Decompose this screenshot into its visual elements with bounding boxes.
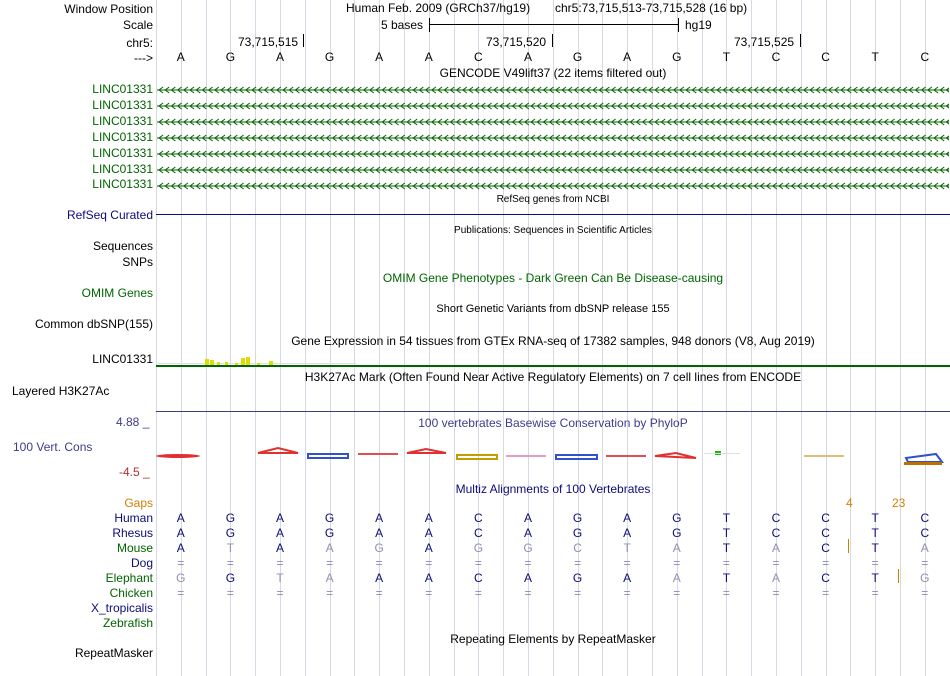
phylop-track-title: 100 vertebrates Basewise Conservation by PhyloP: [418, 416, 688, 430]
alignment-base: G: [324, 511, 335, 525]
tick-label: 73,715,525: [734, 35, 795, 49]
h3k27ac-track-label[interactable]: Layered H3K27Ac: [12, 384, 110, 398]
position-readout[interactable]: chr5:73,715,513-73,715,528 (16 bp): [555, 1, 748, 15]
alignment-base: A: [176, 526, 185, 540]
alignment-base: =: [673, 556, 681, 570]
alignment-base: G: [672, 511, 682, 525]
alignment-base: A: [523, 571, 532, 585]
species-label-dog[interactable]: Dog: [130, 556, 153, 570]
alignment-base: =: [425, 556, 433, 570]
alignment-base: T: [226, 541, 235, 555]
alignment-base: G: [324, 526, 335, 540]
alignment-base: =: [722, 556, 730, 570]
gtex-track-title: Gene Expression in 54 tissues from GTEx RNA-seq of 17382 samples, 948 donors (V8, Aug 2019): [291, 334, 815, 348]
gtex-expression-bars[interactable]: [156, 357, 356, 365]
reference-base: T: [722, 50, 731, 64]
alignment-base: A: [523, 511, 532, 525]
gencode-item-label[interactable]: LINC01331: [92, 114, 153, 128]
omim-track-title: OMIM Gene Phenotypes - Dark Green Can Be Disease-causing: [382, 271, 724, 285]
reference-base: A: [523, 50, 532, 64]
gencode-gene-model[interactable]: [157, 180, 949, 190]
alignment-base: C: [474, 526, 483, 540]
scale-text: 5 bases: [381, 18, 424, 32]
reference-base: A: [623, 50, 632, 64]
alignment-base: G: [374, 541, 384, 555]
alignment-base: G: [572, 511, 583, 525]
publications-label-sequences[interactable]: Sequences: [92, 239, 153, 253]
alignment-base: A: [672, 571, 681, 585]
tick-label: 73,715,515: [238, 35, 299, 49]
alignment-base: G: [523, 541, 533, 555]
alignment-base: G: [225, 526, 236, 540]
repeatmasker-track-title: Repeating Elements by RepeatMasker: [450, 632, 656, 646]
alignment-base: =: [772, 586, 780, 600]
alignment-base: C: [821, 571, 830, 585]
alignment-base: C: [771, 511, 781, 525]
alignment-base: A: [375, 526, 384, 540]
gaps-label[interactable]: Gaps: [124, 496, 153, 510]
scale-bar: [429, 18, 679, 32]
alignment-base: T: [871, 526, 879, 540]
alignment-base: T: [871, 511, 879, 525]
alignment-base: A: [623, 511, 632, 525]
alignment-base: A: [375, 511, 384, 525]
phylop-min: -4.5 _: [119, 465, 150, 479]
tick-mark: [303, 34, 304, 47]
repeatmasker-track-label[interactable]: RepeatMasker: [74, 646, 153, 660]
reference-base: G: [672, 50, 682, 64]
alignment-base: A: [325, 571, 334, 585]
alignment-base: C: [474, 571, 483, 585]
alignment-base: A: [424, 571, 433, 585]
gap-count: 23: [892, 496, 906, 510]
publications-label-snps[interactable]: SNPs: [122, 255, 153, 269]
alignment-base: =: [623, 556, 631, 570]
alignment-base: T: [722, 541, 731, 555]
alignment-base: =: [425, 586, 433, 600]
alignment-base: A: [623, 526, 632, 540]
gencode-item-label[interactable]: LINC01331: [92, 162, 153, 176]
alignment-base: =: [871, 556, 879, 570]
reference-base: C: [771, 50, 781, 64]
tick-mark: [552, 34, 553, 47]
alignment-base: =: [177, 586, 185, 600]
alignment-base: =: [574, 556, 582, 570]
alignment-base: =: [326, 556, 334, 570]
reference-base: G: [324, 50, 335, 64]
reference-base: C: [821, 50, 830, 64]
alignment-base: =: [673, 586, 681, 600]
species-label-zebrafish[interactable]: Zebrafish: [102, 616, 153, 630]
gencode-gene-model[interactable]: [157, 148, 949, 158]
alignment-base: A: [176, 541, 185, 555]
alignment-base: A: [424, 526, 433, 540]
phylop-logo[interactable]: [156, 440, 950, 470]
refseq-gene-line[interactable]: [156, 214, 950, 215]
alignment-base: =: [623, 586, 631, 600]
alignment-base: =: [524, 556, 532, 570]
reference-base: G: [225, 50, 236, 64]
alignment-base: G: [572, 571, 583, 585]
alignment-base: =: [474, 556, 482, 570]
alignment-base: =: [722, 586, 730, 600]
alignment-base: =: [375, 586, 383, 600]
alignment-base: =: [326, 586, 334, 600]
gencode-item-label[interactable]: LINC01331: [92, 98, 153, 112]
alignment-base: A: [523, 526, 532, 540]
dbsnp-track-label[interactable]: Common dbSNP(155): [34, 317, 153, 331]
alignment-base: G: [473, 541, 484, 555]
alignment-base: A: [325, 541, 334, 555]
species-label-x-tropicalis[interactable]: X_tropicalis: [90, 601, 153, 615]
phylop-track-label[interactable]: 100 Vert. Cons: [13, 440, 93, 454]
species-label-mouse[interactable]: Mouse: [116, 541, 153, 555]
reference-base: A: [375, 50, 384, 64]
alignment-base: G: [572, 526, 583, 540]
alignment-base: =: [574, 586, 582, 600]
alignment-base: A: [375, 571, 384, 585]
gencode-gene-model[interactable]: [157, 100, 949, 110]
alignment-base: =: [375, 556, 383, 570]
alignment-base: =: [226, 586, 234, 600]
multiz-track-title: Multiz Alignments of 100 Vertebrates: [455, 482, 651, 496]
chrom-label: chr5:: [126, 36, 153, 50]
publications-track-title: Publications: Sequences in Scientific Articles: [454, 225, 652, 236]
alignment-base: A: [424, 541, 433, 555]
species-label-elephant[interactable]: Elephant: [105, 571, 153, 585]
omim-track-label[interactable]: OMIM Genes: [81, 286, 153, 300]
alignment-base: C: [573, 541, 582, 555]
gencode-item-label[interactable]: LINC01331: [92, 146, 153, 160]
alignment-base: C: [474, 511, 483, 525]
h3k27ac-track-title: H3K27Ac Mark (Often Found Near Active Regulatory Elements) on 7 cell lines from ENCODE: [304, 370, 802, 384]
strand-arrow-label: --->: [134, 51, 153, 65]
reference-base: T: [871, 50, 879, 64]
alignment-base: T: [871, 541, 879, 555]
species-label-human[interactable]: Human: [114, 511, 153, 525]
gencode-item-label[interactable]: LINC01331: [92, 130, 153, 144]
alignment-base: A: [771, 541, 780, 555]
species-label-chicken[interactable]: Chicken: [109, 586, 153, 600]
alignment-base: T: [722, 511, 731, 525]
gtex-gene-label[interactable]: LINC01331: [92, 352, 153, 366]
alignment-base: G: [672, 526, 682, 540]
alignment-base: =: [921, 586, 929, 600]
gencode-track-title: GENCODE V49lift37 (22 items filtered out): [439, 66, 667, 80]
alignment-base: A: [920, 541, 929, 555]
gtex-gene-model: [156, 365, 950, 367]
alignment-base: C: [771, 526, 781, 540]
species-label-rhesus[interactable]: Rhesus: [112, 526, 153, 540]
alignment-base: T: [722, 526, 731, 540]
tick-mark: [800, 34, 801, 47]
db-name: hg19: [685, 18, 712, 32]
alignment-base: =: [822, 556, 830, 570]
alignment-base: A: [424, 511, 433, 525]
reference-base: A: [275, 50, 284, 64]
alignment-base: G: [176, 571, 186, 585]
gap-mark: [848, 539, 849, 553]
alignment-base: =: [772, 556, 780, 570]
alignment-base: =: [524, 586, 532, 600]
gencode-gene-model[interactable]: [157, 164, 949, 174]
alignment-base: G: [920, 571, 930, 585]
alignment-base: G: [225, 571, 236, 585]
window-position-label: Window Position: [64, 2, 153, 16]
alignment-base: T: [722, 571, 731, 585]
alignment-base: C: [920, 511, 930, 525]
alignment-base: =: [177, 556, 185, 570]
reference-base: G: [572, 50, 583, 64]
alignment-base: =: [276, 556, 284, 570]
alignment-base: T: [871, 571, 879, 585]
alignment-base: =: [276, 586, 284, 600]
alignment-base: A: [275, 526, 284, 540]
alignment-base: =: [822, 586, 830, 600]
alignment-base: G: [225, 511, 236, 525]
alignment-base: T: [623, 541, 631, 555]
alignment-base: T: [276, 571, 284, 585]
alignment-base: A: [623, 571, 632, 585]
gap-mark: [898, 569, 899, 583]
alignment-base: A: [771, 571, 780, 585]
h3k27ac-baseline: [156, 411, 950, 412]
gencode-gene-model[interactable]: [157, 84, 949, 94]
alignment-base: C: [821, 541, 830, 555]
alignment-base: C: [920, 526, 930, 540]
alignment-base: C: [821, 526, 830, 540]
reference-base: C: [920, 50, 930, 64]
tick-label: 73,715,520: [486, 35, 547, 49]
refseq-track-label[interactable]: RefSeq Curated: [66, 208, 153, 222]
gencode-item-label[interactable]: LINC01331: [92, 177, 153, 191]
gap-count: 4: [846, 496, 853, 510]
assembly-name: Human Feb. 2009 (GRCh37/hg19): [346, 1, 531, 15]
alignment-base: C: [821, 511, 830, 525]
alignment-base: =: [474, 586, 482, 600]
gencode-gene-model[interactable]: [157, 132, 949, 142]
reference-base: A: [176, 50, 185, 64]
dbsnp-track-title: Short Genetic Variants from dbSNP release 155: [436, 303, 670, 315]
phylop-max: 4.88 _: [116, 415, 150, 429]
refseq-track-title: RefSeq genes from NCBI: [496, 194, 610, 205]
gencode-gene-model[interactable]: [157, 116, 949, 126]
alignment-base: =: [921, 556, 929, 570]
alignment-base: A: [176, 511, 185, 525]
alignment-base: A: [672, 541, 681, 555]
scale-label: Scale: [122, 18, 153, 32]
reference-base: A: [424, 50, 433, 64]
gencode-item-label[interactable]: LINC01331: [92, 82, 153, 96]
reference-base: C: [474, 50, 483, 64]
alignment-base: =: [226, 556, 234, 570]
alignment-base: A: [275, 541, 284, 555]
alignment-base: A: [275, 511, 284, 525]
alignment-base: =: [871, 586, 879, 600]
